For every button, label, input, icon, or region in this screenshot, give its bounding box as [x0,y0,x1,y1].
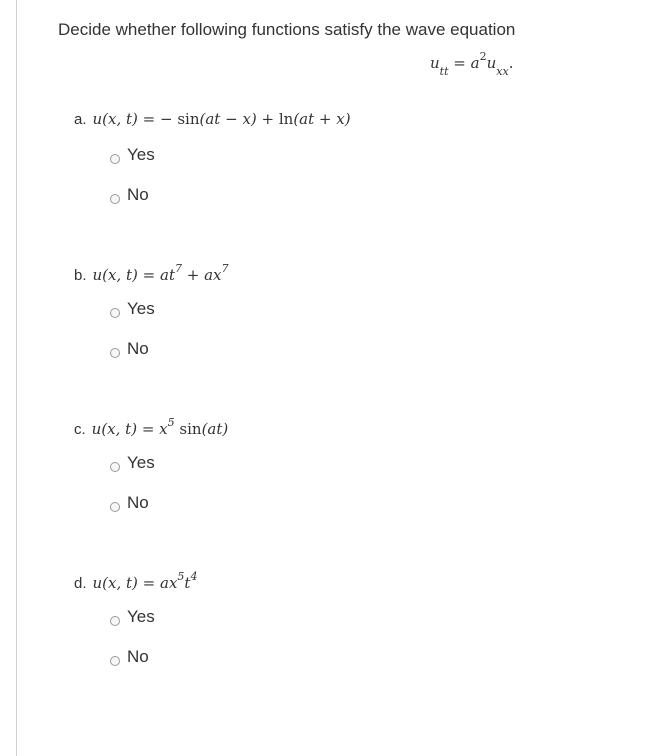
radio-button[interactable] [110,616,120,626]
expression-part: (at) [201,420,229,438]
option-yes[interactable] [110,145,155,165]
eq-lhs: u [430,54,440,72]
eq-equals: = [453,54,466,72]
exponent: 5 [177,570,185,583]
question-c [74,416,229,512]
radio-button[interactable] [110,348,120,358]
question-letter: a. [74,111,87,128]
option-label: Yes [127,453,155,472]
expression-part: sin [177,110,200,128]
question-d [74,570,198,666]
expression-part: u(x, t) = − [92,110,178,128]
eq-rhs: u [486,54,497,72]
expression-part: (at + x) [293,110,351,128]
eq-coef-exp: 2 [479,50,487,63]
eq-lhs-sub: tt [439,65,449,78]
question-stem [74,418,228,438]
radio-button[interactable] [110,308,120,318]
option-no[interactable] [110,647,149,667]
option-label: No [127,339,149,358]
option-label: Yes [127,607,155,626]
expression-part: ln [278,110,294,128]
expression-part: (at − x) + [199,110,279,128]
expression-part: u(x, t) = at [92,266,175,284]
option-yes[interactable] [110,607,155,627]
option-yes[interactable] [110,453,155,473]
function-expression [92,262,229,284]
question-letter: b. [74,267,87,284]
question-letter: d. [74,575,87,592]
exponent: 7 [174,262,182,275]
question-stem [74,264,229,284]
radio-button[interactable] [110,462,120,472]
option-label: Yes [127,145,155,164]
question-letter: c. [74,421,86,438]
function-expression [91,416,229,438]
function-expression [93,110,351,128]
option-label: No [127,493,149,512]
exponent: 7 [221,262,229,275]
option-label: No [127,185,149,204]
exponent: 4 [190,570,198,583]
option-no[interactable] [110,185,149,205]
expression-part: u(x, t) = x [91,420,168,438]
option-label: Yes [127,299,155,318]
option-label: No [127,647,149,666]
eq-coef: a [470,54,480,72]
radio-button[interactable] [110,656,120,666]
expression-part: + ax [181,266,222,284]
expression-part: u(x, t) = ax [92,574,178,592]
question-a [74,110,351,204]
function-expression [92,570,198,592]
question-prompt: Decide whether following functions satisfy the wave equation [58,20,516,39]
exponent: 5 [167,416,175,429]
left-border [16,0,17,756]
radio-button[interactable] [110,194,120,204]
question-stem [74,110,351,128]
option-yes[interactable] [110,299,155,319]
question-stem [74,572,197,592]
wave-equation [430,50,514,78]
option-no[interactable] [110,339,149,359]
eq-period: . [508,54,514,72]
radio-button[interactable] [110,154,120,164]
expression-part: sin [179,420,202,438]
option-no[interactable] [110,493,149,513]
eq-rhs-sub: xx [496,65,509,78]
question-b [74,262,229,358]
expression-part: t [184,574,191,592]
radio-button[interactable] [110,502,120,512]
